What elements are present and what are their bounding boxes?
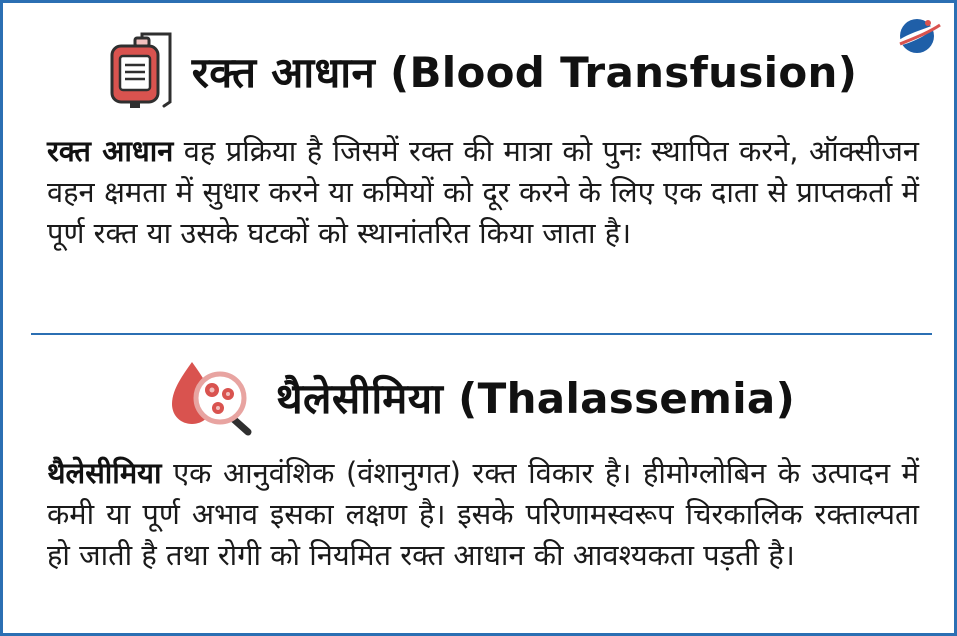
thalassemia-term: थैलेसीमिया [47, 456, 162, 490]
thalassemia-paragraph [47, 453, 919, 576]
transfusion-paragraph [47, 131, 919, 254]
thalassemia-body: एक आनुवंशिक (वंशानुगत) रक्त विकार है। हीमोग्लोबिन के उत्पादन में कमी या पूर्ण अभाव इसका लक्षण है। इसके परिणामस्वरूप चिरकालिक रक्ताल्पता हो जाती है तथा रोगी को नियमित रक्त आधान की आवश्यकता पड़ती है। [47, 456, 919, 572]
transfusion-title: रक्त आधान (Blood Transfusion) [191, 47, 858, 97]
transfusion-body: वह प्रक्रिया है जिसमें रक्त की मात्रा को पुनः स्थापित करने, ऑक्सीजन वहन क्षमता में सुधार करने या कमियों को दूर करने के लिए एक दाता से प्राप्तकर्ता में पूर्ण रक्त या उसके घटकों को स्थानांतरित किया जाता है। [47, 134, 919, 250]
thalassemia-title: थैलेसीमिया (Thalassemia) [275, 373, 796, 423]
thalassemia-title-row [3, 357, 957, 437]
blood-bag-icon [106, 32, 178, 110]
transfusion-title-row [3, 31, 957, 111]
thalassemia-section [3, 335, 957, 635]
transfusion-term: रक्त आधान [47, 134, 174, 168]
transfusion-section [3, 3, 957, 333]
blood-drop-magnifier-icon [168, 358, 258, 436]
